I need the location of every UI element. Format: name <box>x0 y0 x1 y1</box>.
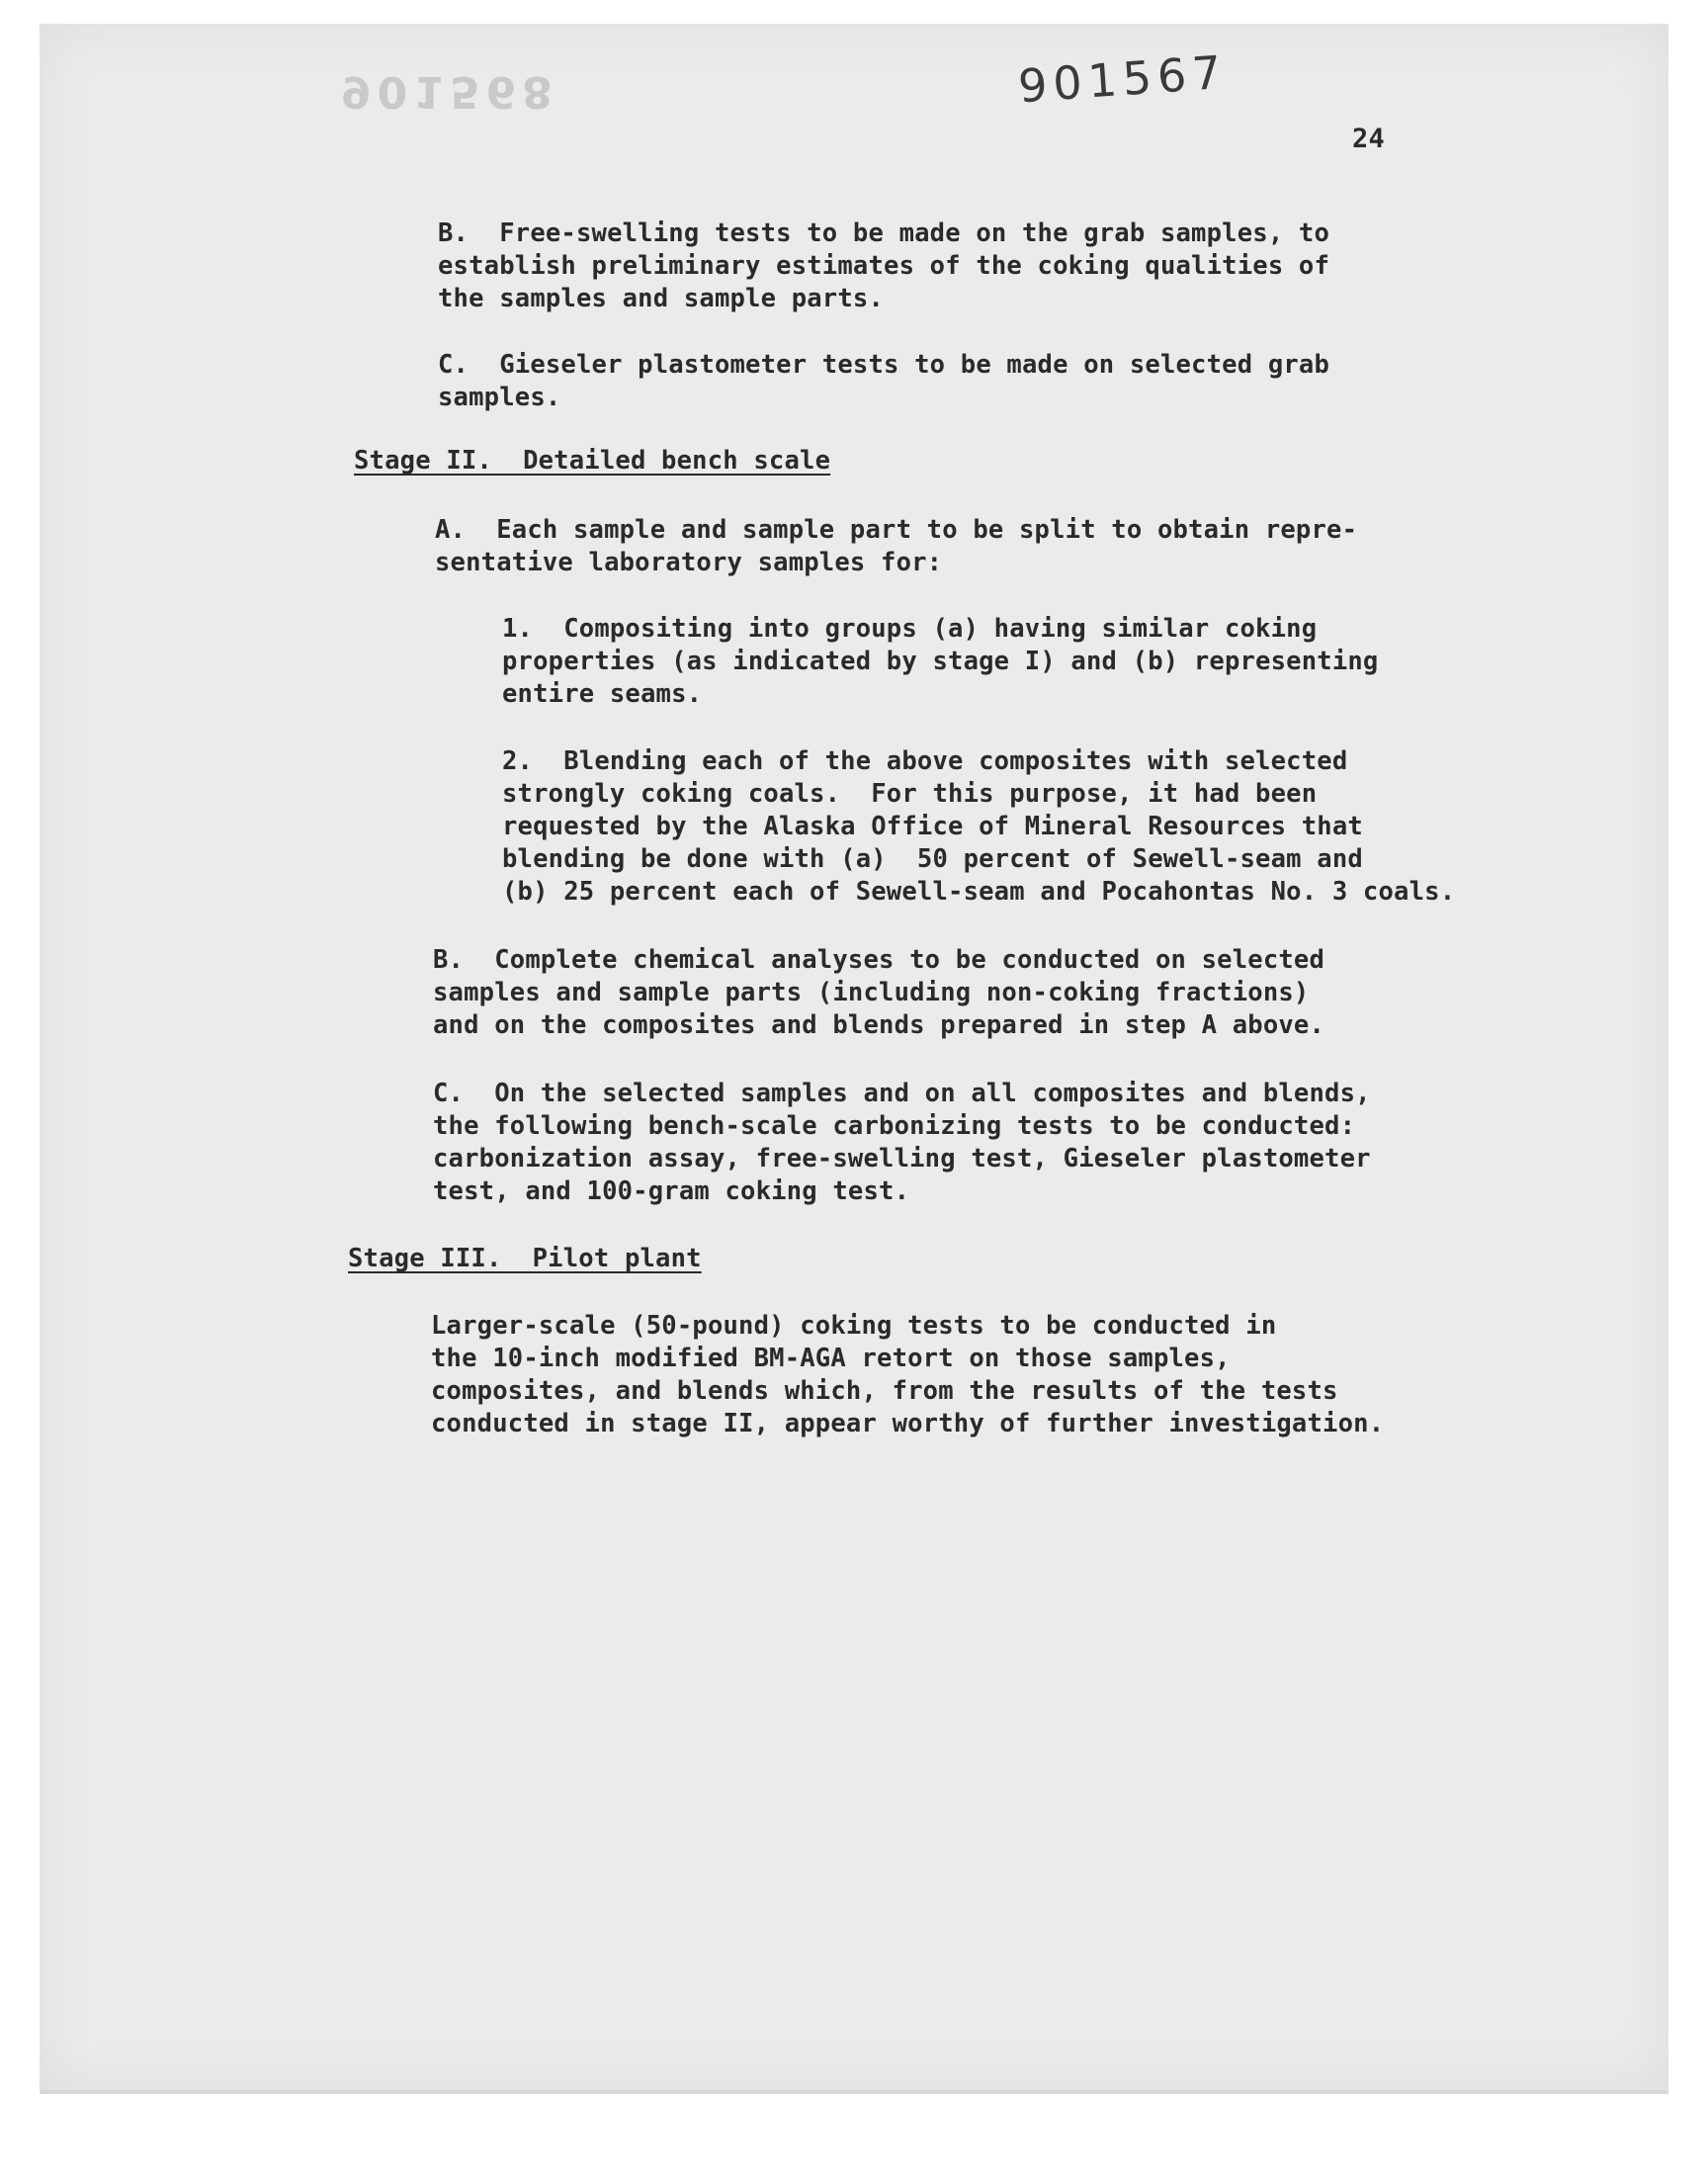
stage2-heading: Stage II. Detailed bench scale <box>354 446 831 476</box>
stage3-heading: Stage III. Pilot plant <box>348 1244 702 1273</box>
bleed-through-stamp: 901568 <box>341 66 558 117</box>
stage3-body: Larger-scale (50-pound) coking tests to be conducted in the 10-inch modified BM-AGA retort on those samples, composites, and blends which, from the results of the tests conducted in stage II, appear worthy of further investigation. <box>431 1311 1385 1438</box>
stage2-item-a: A. Each sample and sample part to be split to obtain repre- sentative laboratory samples for: <box>435 515 1358 577</box>
page-bottom-edge <box>40 2090 1668 2094</box>
stage2-item-b: B. Complete chemical analyses to be conducted on selected samples and sample parts (including non-coking fractions) and on the composites and blends prepared in step A above. <box>433 945 1325 1040</box>
stage1-item-c: C. Gieseler plastometer tests to be made on selected grab samples. <box>438 350 1330 412</box>
document-stamp-number: 901567 <box>1016 44 1230 114</box>
scanned-page <box>40 24 1668 2090</box>
stage2-item-a1: 1. Compositing into groups (a) having similar coking properties (as indicated by stage I) and (b) representing entire seams. <box>502 614 1379 709</box>
stage2-item-a2: 2. Blending each of the above composites with selected strongly coking coals. For this purpose, it had been requested by the Alaska Office of Mineral Resources that blending be done with (a) 50 percent of Sewell-seam and (b) 25 percent each of Sewell-seam and Pocahontas No. 3 coals. <box>502 746 1456 907</box>
page-number: 24 <box>1352 124 1385 154</box>
stage2-item-c: C. On the selected samples and on all composites and blends, the following bench-scale carbonizing tests to be conducted: carbonization assay, free-swelling test, Gieseler plastometer test, and 100-gram coking test. <box>433 1079 1371 1206</box>
stage1-item-b: B. Free-swelling tests to be made on the grab samples, to establish preliminary estimates of the coking qualities of the samples and sample parts. <box>438 218 1330 313</box>
